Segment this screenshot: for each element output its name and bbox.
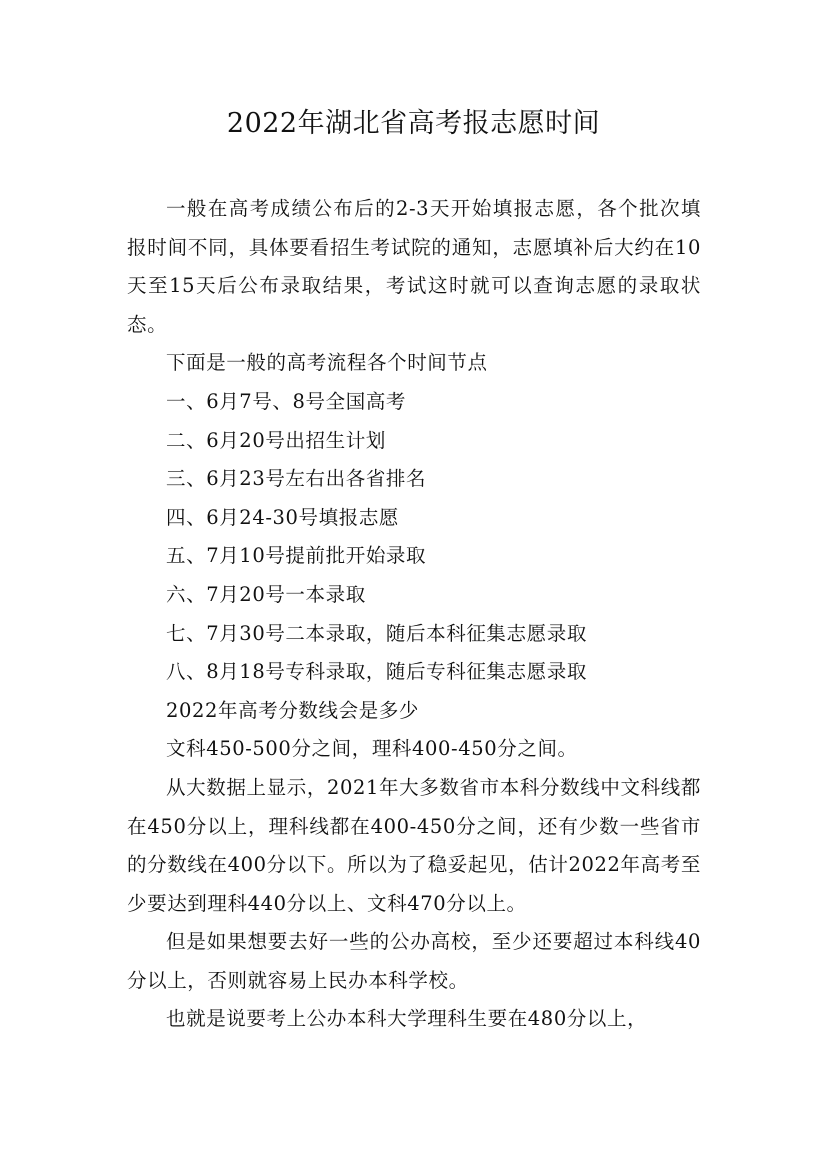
document-body xyxy=(127,190,701,1039)
paragraph: 2022年高考分数线会是多少 xyxy=(166,698,420,722)
paragraph: 下面是一般的高考流程各个时间节点 xyxy=(166,351,488,375)
paragraph: 三、6月23号左右出各省排名 xyxy=(166,467,427,491)
paragraph: 七、7月30号二本录取，随后本科征集志愿录取 xyxy=(166,621,587,645)
paragraph: 一般在高考成绩公布后的2-3天开始填报志愿，各个批次填报时间不同，具体要看招生考试院的通知，志愿填补后大约在10天至15天后公布录取结果，考试这时就可以查询志愿的录取状态。 xyxy=(127,197,701,336)
paragraph: 二、6月20号出招生计划 xyxy=(166,428,386,452)
document-title: 2022年湖北省高考报志愿时间 xyxy=(226,108,601,139)
paragraph: 但是如果想要去好一些的公办高校，至少还要超过本科线40分以上，否则就容易上民办本科学校。 xyxy=(127,930,701,992)
paragraph: 四、6月24-30号填报志愿 xyxy=(166,505,400,529)
paragraph: 五、7月10号提前批开始录取 xyxy=(166,544,427,568)
paragraph: 文科450-500分之间，理科400-450分之间。 xyxy=(166,737,578,761)
paragraph: 八、8月18号专科录取，随后专科征集志愿录取 xyxy=(166,660,587,684)
paragraph: 一、6月7号、8号全国高考 xyxy=(166,389,407,413)
paragraph: 从大数据上显示，2021年大多数省市本科分数线中文科线都在450分以上，理科线都在400-450分之间，还有少数一些省市的分数线在400分以下。所以为了稳妥起见，估计2022年高考至少要达到理科440分以上、文科470分以上。 xyxy=(127,775,701,915)
paragraph: 六、7月20号一本录取 xyxy=(166,582,366,606)
paragraph: 也就是说要考上公办本科大学理科生要在480分以上， xyxy=(166,1007,648,1031)
